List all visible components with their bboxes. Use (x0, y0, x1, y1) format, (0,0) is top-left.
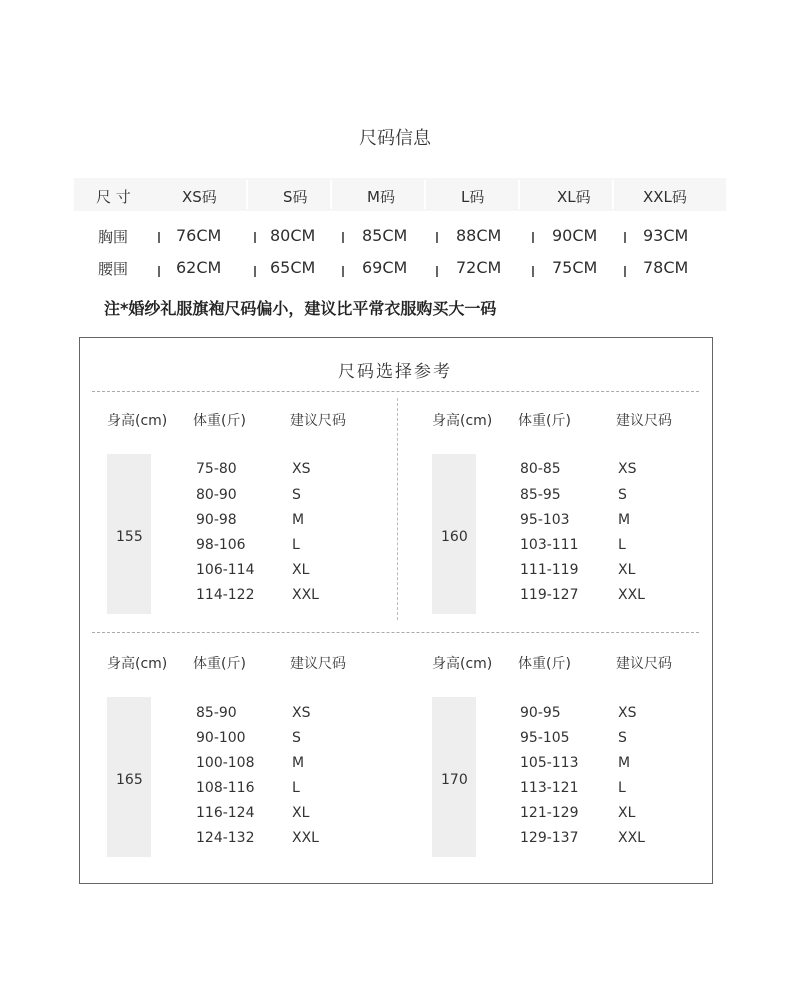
suggested-size: L (618, 537, 626, 553)
header-divider (612, 180, 614, 209)
weight-range: 100-108 (196, 755, 255, 771)
suggested-size: M (292, 755, 305, 771)
weight-range: 85-90 (196, 705, 237, 721)
col-weight-label: 体重(斤) (193, 656, 246, 672)
weight-range: 116-124 (196, 805, 255, 821)
header-divider (330, 180, 332, 209)
waist-value: 75CM (552, 258, 598, 277)
suggested-size: XXL (618, 587, 645, 603)
col-weight-label: 体重(斤) (518, 413, 571, 429)
suggested-size: XXL (292, 830, 319, 846)
bust-value: 93CM (643, 226, 689, 245)
row-tick (254, 266, 256, 277)
weight-range: 111-119 (520, 562, 579, 578)
suggested-size: L (292, 780, 300, 796)
weight-range: 85-95 (520, 487, 561, 503)
col-height-label: 身高(cm) (432, 656, 493, 672)
suggested-size: XS (618, 461, 637, 477)
suggested-size: XL (618, 562, 636, 578)
waist-value: 78CM (643, 258, 689, 277)
suggested-size: XXL (618, 830, 645, 846)
height-value: 155 (116, 529, 143, 545)
row-label-bust: 胸围 (98, 228, 129, 246)
waist-value: 62CM (176, 258, 222, 277)
suggested-size: XS (618, 705, 637, 721)
bust-value: 76CM (176, 226, 222, 245)
row-tick (342, 232, 344, 243)
height-value: 165 (116, 772, 143, 788)
weight-range: 124-132 (196, 830, 255, 846)
weight-range: 113-121 (520, 780, 579, 796)
size-header: XS码 (182, 188, 217, 206)
size-header-band (74, 178, 726, 211)
suggested-size: M (292, 512, 305, 528)
header-divider (424, 180, 426, 209)
col-weight-label: 体重(斤) (193, 413, 246, 429)
suggested-size: S (292, 730, 301, 746)
header-divider (518, 180, 520, 209)
reference-title: 尺码选择参考 (338, 362, 452, 382)
dashed-divider (92, 632, 699, 633)
weight-range: 90-98 (196, 512, 237, 528)
size-header: XXL码 (643, 188, 687, 206)
row-tick (624, 266, 626, 277)
suggested-size: L (292, 537, 300, 553)
suggested-size: M (618, 755, 631, 771)
row-tick (254, 232, 256, 243)
size-header: S码 (283, 188, 308, 206)
weight-range: 103-111 (520, 537, 579, 553)
weight-range: 106-114 (196, 562, 255, 578)
weight-range: 108-116 (196, 780, 255, 796)
weight-range: 119-127 (520, 587, 579, 603)
suggested-size: L (618, 780, 626, 796)
suggested-size: XL (618, 805, 636, 821)
weight-range: 95-103 (520, 512, 570, 528)
size-header: M码 (367, 188, 395, 206)
row-label-waist: 腰围 (98, 260, 129, 278)
weight-range: 90-100 (196, 730, 246, 746)
col-height-label: 身高(cm) (107, 656, 168, 672)
weight-range: 80-85 (520, 461, 561, 477)
height-value: 170 (441, 772, 468, 788)
suggested-size: S (292, 487, 301, 503)
col-height-label: 身高(cm) (107, 413, 168, 429)
row-tick (158, 266, 160, 277)
row-tick (158, 232, 160, 243)
row-tick (436, 266, 438, 277)
bust-value: 80CM (270, 226, 316, 245)
waist-value: 65CM (270, 258, 316, 277)
suggested-size: XXL (292, 587, 319, 603)
waist-value: 69CM (362, 258, 408, 277)
weight-range: 114-122 (196, 587, 255, 603)
header-divider (246, 180, 248, 209)
vertical-divider (397, 398, 398, 620)
weight-range: 90-95 (520, 705, 561, 721)
row-tick (436, 232, 438, 243)
bust-value: 90CM (552, 226, 598, 245)
suggested-size: XL (292, 805, 310, 821)
row-tick (532, 266, 534, 277)
size-header: XL码 (557, 188, 591, 206)
dashed-divider (92, 391, 699, 392)
bust-value: 88CM (456, 226, 502, 245)
waist-value: 72CM (456, 258, 502, 277)
weight-range: 98-106 (196, 537, 246, 553)
weight-range: 80-90 (196, 487, 237, 503)
row-tick (342, 266, 344, 277)
page-title: 尺码信息 (359, 128, 431, 149)
weight-range: 121-129 (520, 805, 579, 821)
suggested-size: XS (292, 705, 311, 721)
header-label: 尺 寸 (96, 188, 131, 206)
col-weight-label: 体重(斤) (518, 656, 571, 672)
suggested-size: XL (292, 562, 310, 578)
col-size-label: 建议尺码 (616, 656, 672, 672)
col-size-label: 建议尺码 (616, 413, 672, 429)
col-height-label: 身高(cm) (432, 413, 493, 429)
weight-range: 129-137 (520, 830, 579, 846)
suggested-size: XS (292, 461, 311, 477)
bust-value: 85CM (362, 226, 408, 245)
row-tick (624, 232, 626, 243)
size-header: L码 (461, 188, 485, 206)
suggested-size: S (618, 730, 627, 746)
height-value: 160 (441, 529, 468, 545)
suggested-size: S (618, 487, 627, 503)
suggested-size: M (618, 512, 631, 528)
col-size-label: 建议尺码 (290, 413, 346, 429)
weight-range: 75-80 (196, 461, 237, 477)
weight-range: 105-113 (520, 755, 579, 771)
col-size-label: 建议尺码 (290, 656, 346, 672)
weight-range: 95-105 (520, 730, 570, 746)
size-note: 注*婚纱礼服旗袍尺码偏小，建议比平常衣服购买大一码 (104, 299, 497, 318)
row-tick (532, 232, 534, 243)
